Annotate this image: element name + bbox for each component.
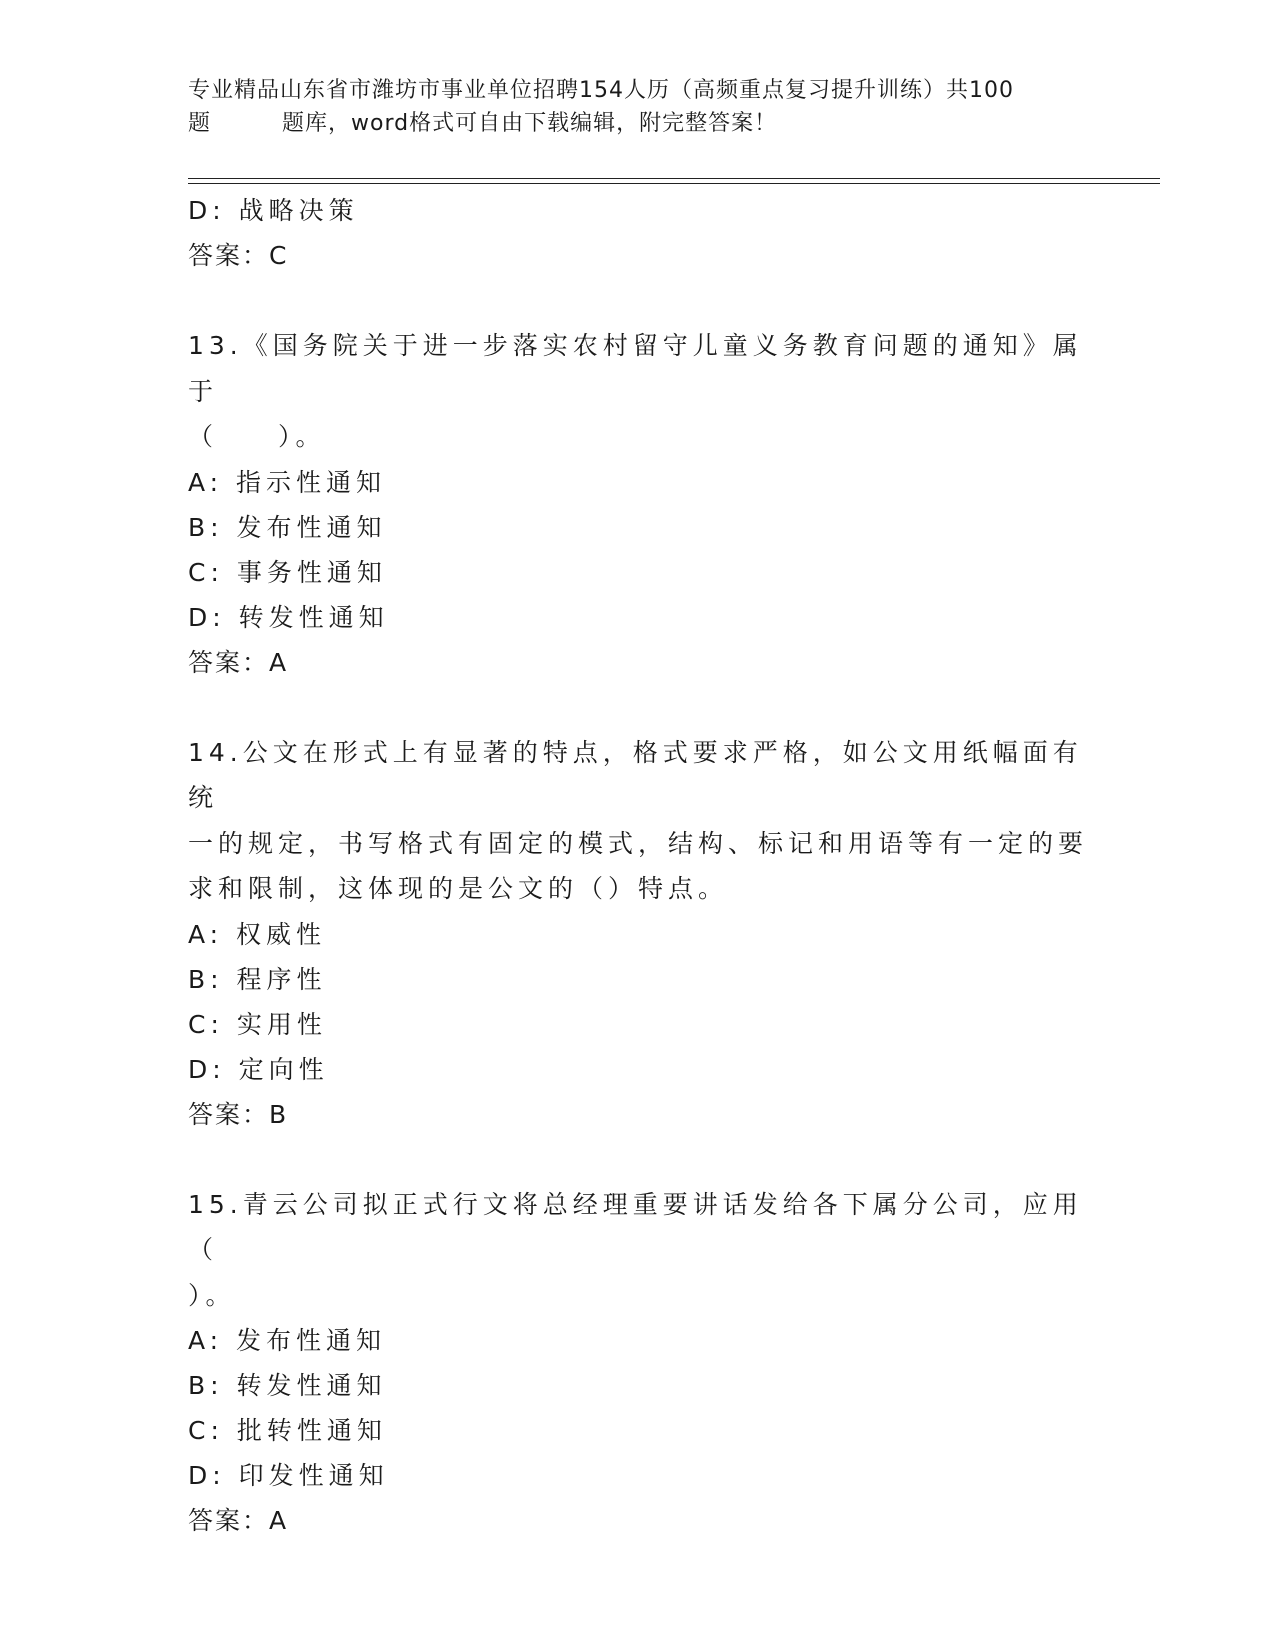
page-header	[188, 74, 1088, 140]
option-a: A: 发布性通知	[188, 1326, 387, 1355]
header-divider	[188, 178, 1160, 184]
question-text-line: 一的规定，书写格式有固定的模式，结构、标记和用语等有一定的要	[188, 828, 1089, 858]
option-d: D: 定向性	[188, 1054, 329, 1084]
question-text	[188, 1182, 1088, 1319]
option-b: B: 程序性	[188, 964, 327, 994]
option-c: C: 批转性通知	[188, 1416, 387, 1445]
question-text-line: 14.公文在形式上有显著的特点，格式要求严格，如公文用纸幅面有统	[188, 737, 1083, 812]
option-c: C: 实用性	[188, 1009, 327, 1039]
answer-line: 答案：C	[188, 241, 289, 270]
option-b: B: 转发性通知	[188, 1371, 387, 1400]
question-text	[188, 323, 1088, 460]
option-d: D: 战略决策	[188, 196, 359, 225]
document-title-line1: 专业精品山东省市潍坊市事业单位招聘154人历（高频重点复习提升训练）共100	[188, 78, 1014, 103]
document-title-line2-prefix: 题	[188, 111, 212, 136]
answer-line: 答案：A	[188, 647, 289, 677]
question-text-line: 求和限制，这体现的是公文的（）特点。	[188, 874, 729, 903]
answer-line: 答案：A	[188, 1506, 289, 1535]
previous-question-tail	[188, 188, 1088, 278]
question-text-line: 15.青云公司拟正式行文将总经理重要讲话发给各下属分公司，应用（	[188, 1189, 1083, 1264]
option-d: D: 印发性通知	[188, 1461, 389, 1490]
option-d: D: 转发性通知	[188, 602, 389, 632]
question-15	[188, 1182, 1088, 1544]
option-a: A: 指示性通知	[188, 467, 387, 497]
question-14	[188, 730, 1088, 1137]
answer-line: 答案：B	[188, 1099, 289, 1129]
question-text-line: ）。	[188, 1280, 236, 1310]
question-13	[188, 323, 1088, 685]
question-text	[188, 730, 1088, 912]
question-text-line: 13.《国务院关于进一步落实农村留守儿童义务教育问题的通知》属于	[188, 331, 1083, 406]
option-a: A: 权威性	[188, 919, 327, 949]
document-title-line2	[188, 107, 1088, 140]
option-b: B: 发布性通知	[188, 512, 387, 542]
document-title-line2-rest: 题库，word格式可自由下载编辑，附完整答案！	[282, 111, 778, 136]
question-list	[188, 188, 1088, 1543]
option-c: C: 事务性通知	[188, 557, 387, 587]
question-text-line: （ ）。	[188, 422, 326, 451]
